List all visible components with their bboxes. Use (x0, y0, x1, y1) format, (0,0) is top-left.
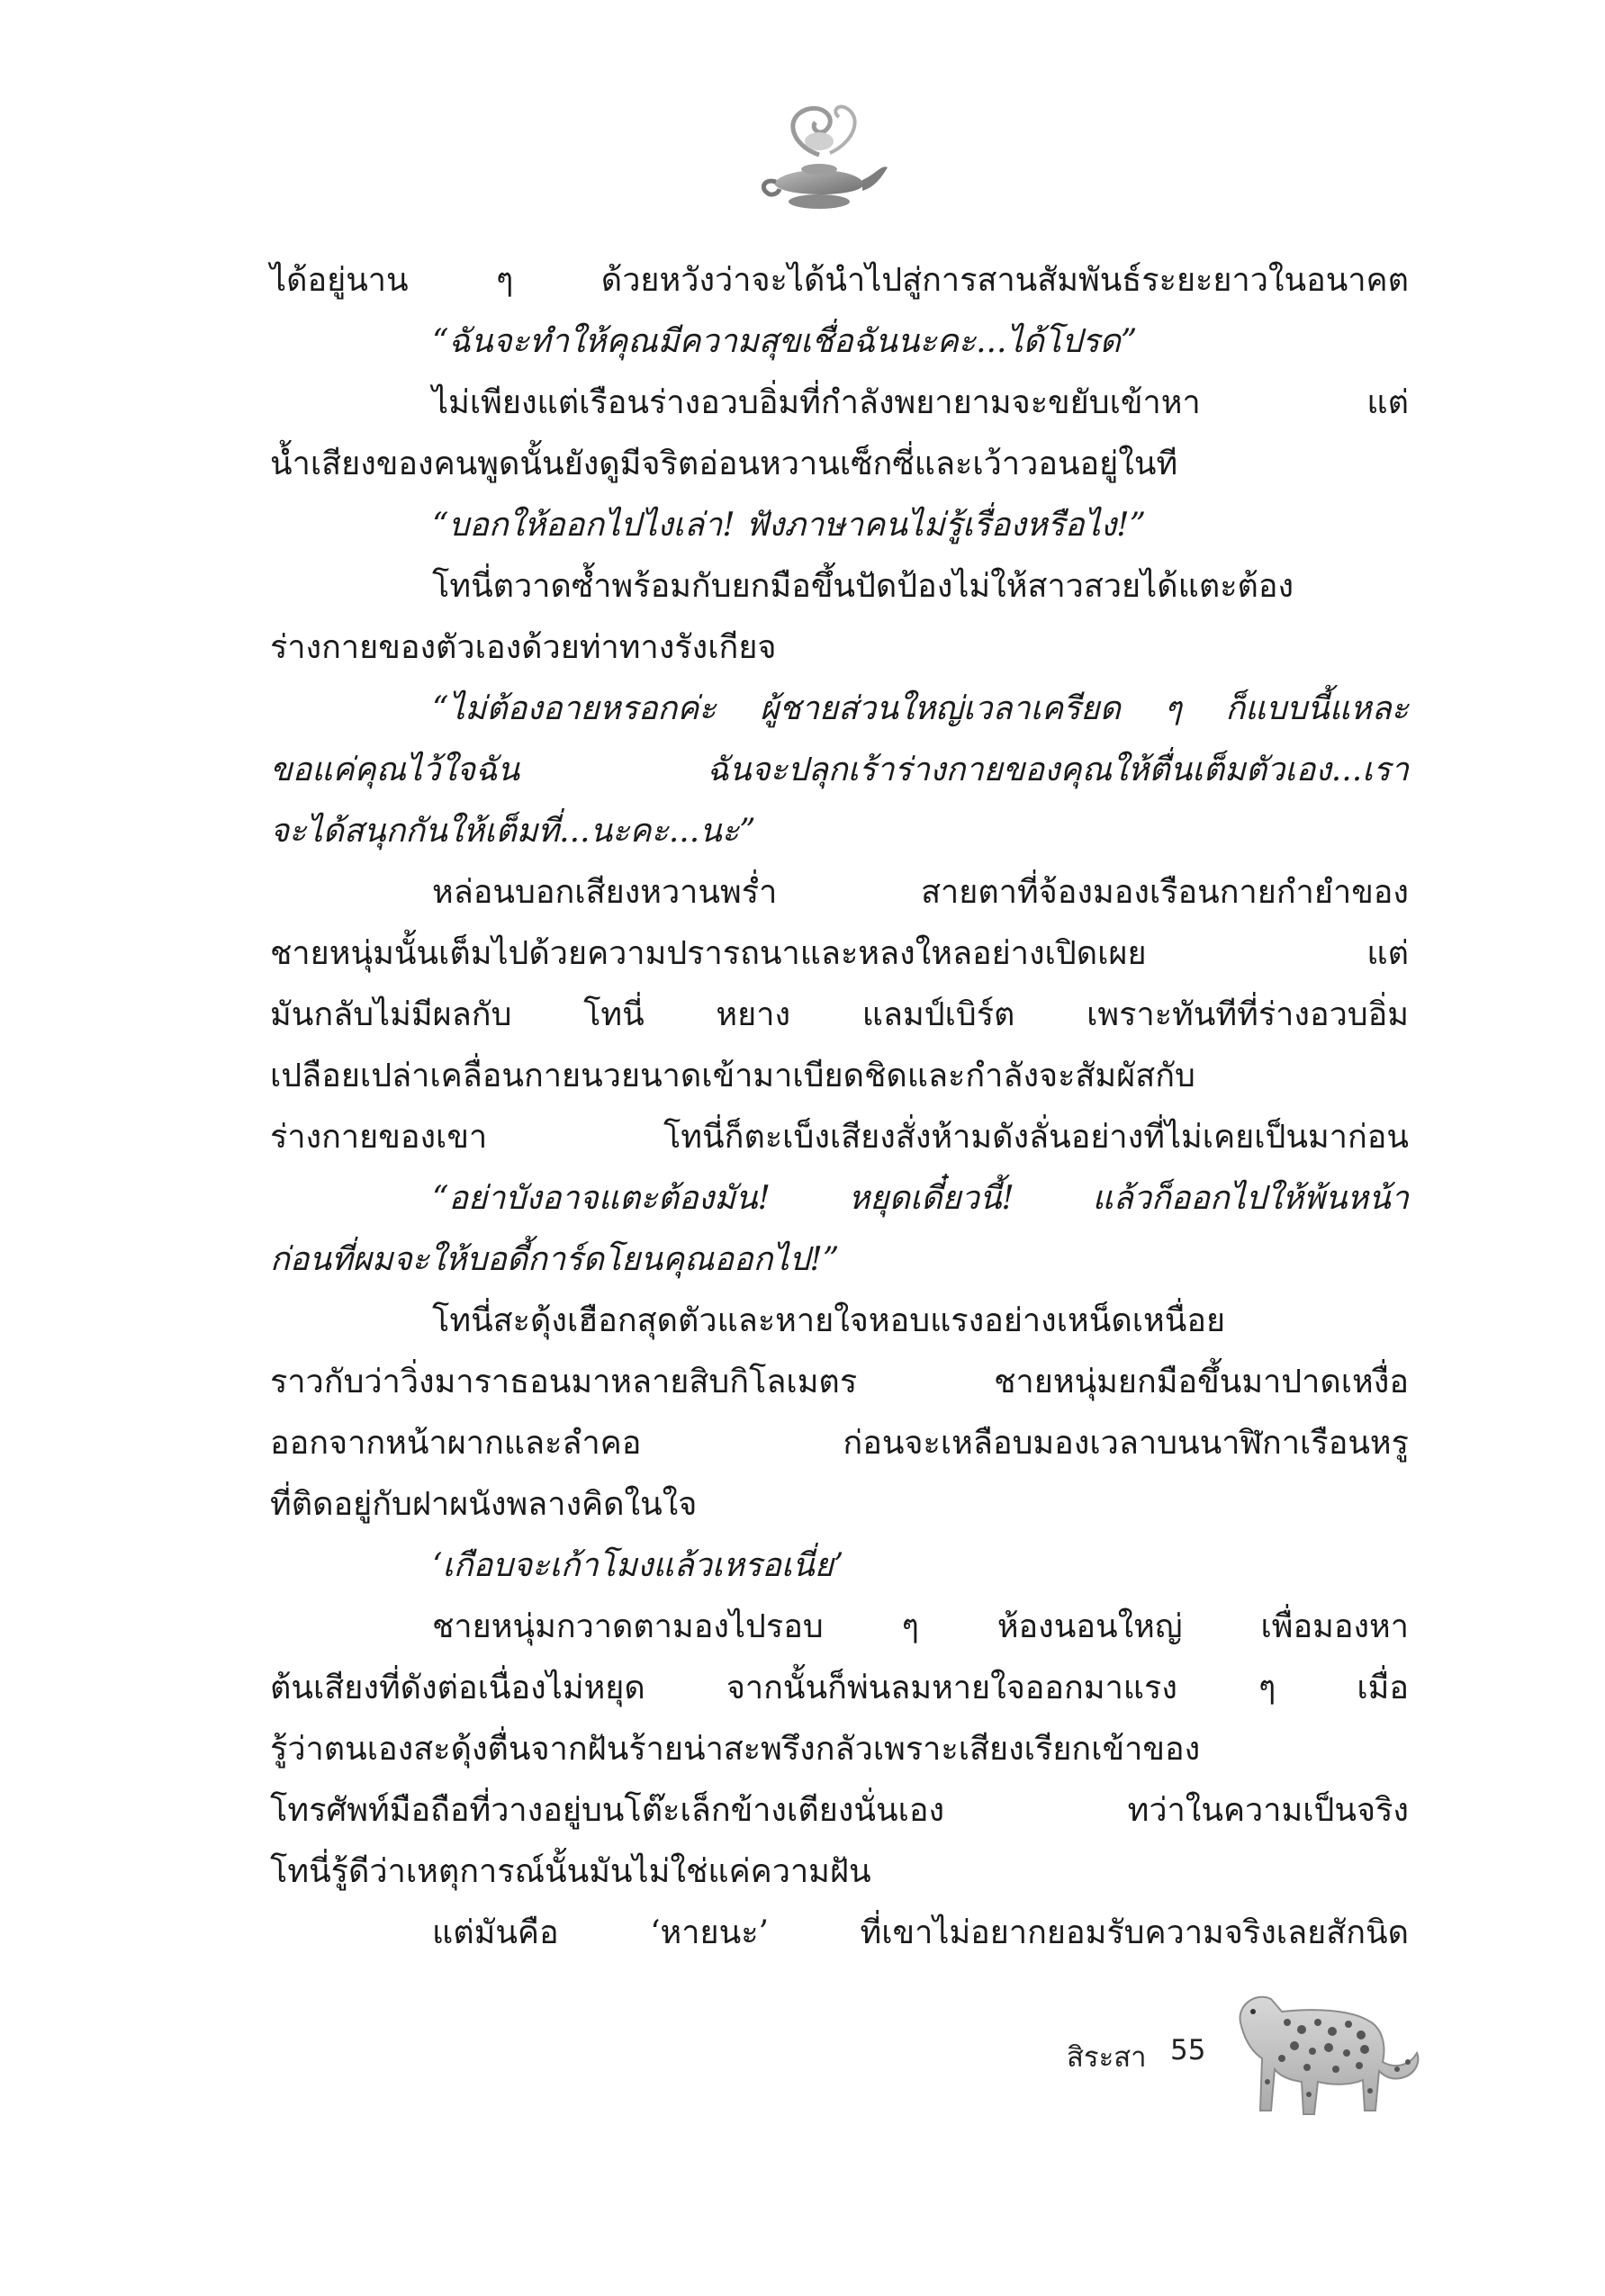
text-line: โทนี่ตวาดซ้ำพร้อมกับยกมือขึ้นปัดป้องไม่ให้สาวสวยได้แตะต้อง (432, 568, 1294, 605)
page-number: 55 (1170, 2034, 1206, 2066)
text-line: โทนี่รู้ดีว่าเหตุการณ์นั้นมันไม่ใช่แค่ความฝัน (270, 1853, 871, 1890)
text-line: แต่มันคือ ‘หายนะ’ ที่เขาไม่อยากยอมรับความจริงเลยสักนิด (432, 1914, 1409, 1951)
text-line: “อย่าบังอาจแตะต้องมัน! หยุดเดี๋ยวนี้! แล้วก็ออกไปให้พ้นหน้า (432, 1180, 1409, 1217)
text-line: น้ำเสียงของคนพูดนั้นยังดูมีจริตอ่อนหวานเซ็กซี่และเว้าวอนอยู่ในที (270, 446, 1178, 482)
text-line: ‘เกือบจะเก้าโมงแล้วเหรอเนี่ย’ (432, 1547, 844, 1584)
text-line: ที่ติดอยู่กับฝาผนังพลางคิดในใจ (270, 1486, 698, 1523)
text-line: ชายหนุ่มกวาดตามองไปรอบ ๆ ห้องนอนใหญ่ เพื่อมองหา (432, 1608, 1409, 1645)
text-line: หล่อนบอกเสียงหวานพร่ำ สายตาที่จ้องมองเรือนกายกำยำของ (432, 874, 1409, 911)
text-line: ร่างกายของตัวเองด้วยท่าทางรังเกียจ (270, 629, 777, 666)
magic-lamp-icon (756, 101, 891, 218)
text-line: “บอกให้ออกไปไงเล่า! ฟังภาษาคนไม่รู้เรื่องหรือไง!” (432, 507, 1147, 544)
text-line: โทรศัพท์มือถือที่วางอยู่บนโต๊ะเล็กข้างเตียงนั่นเอง ทว่าในความเป็นจริง (270, 1792, 1409, 1829)
text-line: ราวกับว่าวิ่งมาราธอนมาหลายสิบกิโลเมตร ชายหนุ่มยกมือขึ้นมาปาดเหงื่อ (270, 1364, 1409, 1400)
text-line: จะได้สนุกกันให้เต็มที่...นะคะ...นะ” (270, 813, 756, 850)
text-line: ร่างกายของเขา โทนี่ก็ตะเบ็งเสียงสั่งห้ามดังลั่นอย่างที่ไม่เคยเป็นมาก่อน (270, 1119, 1409, 1156)
leopard-icon (1224, 1976, 1422, 2129)
text-line: ขอแค่คุณไว้ใจฉัน ฉันจะปลุกเร้าร่างกายของคุณให้ตื่นเต็มตัวเอง...เรา (270, 752, 1409, 788)
text-line: ได้อยู่นาน ๆ ด้วยหวังว่าจะได้นำไปสู่การสานสัมพันธ์ระยะยาวในอนาคต (270, 262, 1409, 299)
text-line: ก่อนที่ผมจะให้บอดี้การ์ดโยนคุณออกไป!” (270, 1241, 840, 1278)
text-line: ชายหนุ่มนั้นเต็มไปด้วยความปรารถนาและหลงใหลอย่างเปิดเผย แต่ (270, 935, 1409, 972)
text-line: ไม่เพียงแต่เรือนร่างอวบอิ่มที่กำลังพยายามจะขยับเข้าหา แต่ (432, 384, 1409, 421)
text-line: เปลือยเปล่าเคลื่อนกายนวยนาดเข้ามาเบียดชิดและกำลังจะสัมผัสกับ (270, 1058, 1195, 1094)
text-line: ออกจากหน้าผากและลำคอ ก่อนจะเหลือบมองเวลาบนนาฬิกาเรือนหรู (270, 1425, 1409, 1462)
text-line: รู้ว่าตนเองสะดุ้งตื่นจากฝันร้ายน่าสะพรึงกลัวเพราะเสียงเรียกเข้าของ (270, 1731, 1201, 1768)
text-line: โทนี่สะดุ้งเฮือกสุดตัวและหายใจหอบแรงอย่างเหน็ดเหนื่อย (432, 1302, 1226, 1339)
text-line: “ไม่ต้องอายหรอกค่ะ ผู้ชายส่วนใหญ่เวลาเครียด ๆ ก็แบบนี้แหละ (432, 690, 1409, 727)
text-line: “ฉันจะทำให้คุณมีความสุขเชื่อฉันนะคะ...ได้โปรด” (432, 323, 1138, 360)
text-line: มันกลับไม่มีผลกับ โทนี่ หยาง แลมป์เบิร์ต เพราะทันทีที่ร่างอวบอิ่ม (270, 996, 1409, 1033)
footer-book-title: สิระสา (1067, 2041, 1147, 2074)
text-line: ต้นเสียงที่ดังต่อเนื่องไม่หยุด จากนั้นก็พ่นลมหายใจออกมาแรง ๆ เมื่อ (270, 1670, 1409, 1706)
